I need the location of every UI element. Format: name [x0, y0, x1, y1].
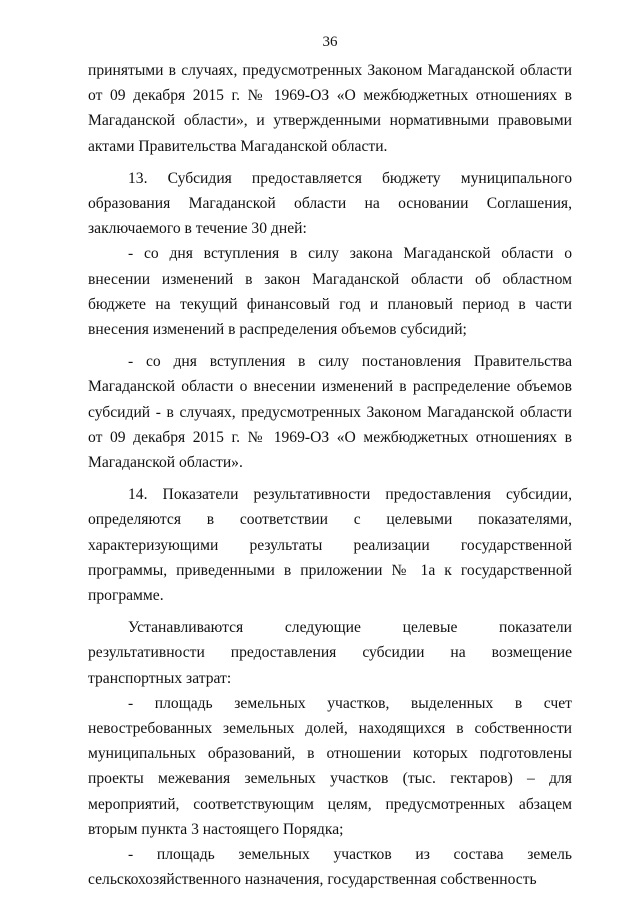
paragraph-continuation: принятыми в случаях, предусмотренных Законом Магаданской области от 09 декабря 2015 г. № 1969-ОЗ «О межбюджетных отношениях в Магаданской области», и утвержденными нормативными правовыми актами Правительства Магаданской области. — [88, 62, 572, 155]
paragraph-14: 14. Показатели результативности предоставления субсидии, определяются в соответствии с целевыми показателями, характеризующими результаты реализации государственной программы, приведенными в приложении № 1а к государственной программе. — [88, 486, 572, 605]
paragraph-13: 13. Субсидия предоставляется бюджету муниципального образования Магаданской области на основании Соглашения, заключаемого в течение 30 дней: — [88, 169, 572, 238]
paragraph-13-item-1: - со дня вступления в силу закона Магаданской области о внесении изменений в закон Магаданской области об областном бюджете на текущий финансовый год и плановый период в части внесения изменений в распределения объемов субсидий; — [88, 245, 572, 339]
paragraph-indicators-intro: Устанавливаются следующие целевые показатели результативности предоставления субсидии на возмещение транспортных затрат: — [88, 619, 572, 687]
paragraph-indicator-2: - площадь земельных участков из состава земель сельскохозяйственного назначения, государственная собственность — [88, 846, 572, 889]
paragraph-indicator-1: - площадь земельных участков, выделенных в счет невостребованных земельных долей, находящихся в собственности муниципальных образований, в отношении которых подготовлены проекты межевания земельных участков (тыс. гектаров) – для мероприятий, соответствующим целям, предусмотренных абзацем вторым пункта 3 настоящего Порядка; — [88, 694, 572, 838]
paragraph-13-item-2: - со дня вступления в силу постановления Правительства Магаданской области о внесении изменений в распределение объемов субсидий - в случаях, предусмотренных Законом Магаданской области от 09 декабря 2015 г. № 1969-ОЗ «О межбюджетных отношениях в Магаданской области». — [88, 353, 572, 472]
document-body — [88, 58, 572, 893]
page-number: 36 — [322, 34, 338, 50]
